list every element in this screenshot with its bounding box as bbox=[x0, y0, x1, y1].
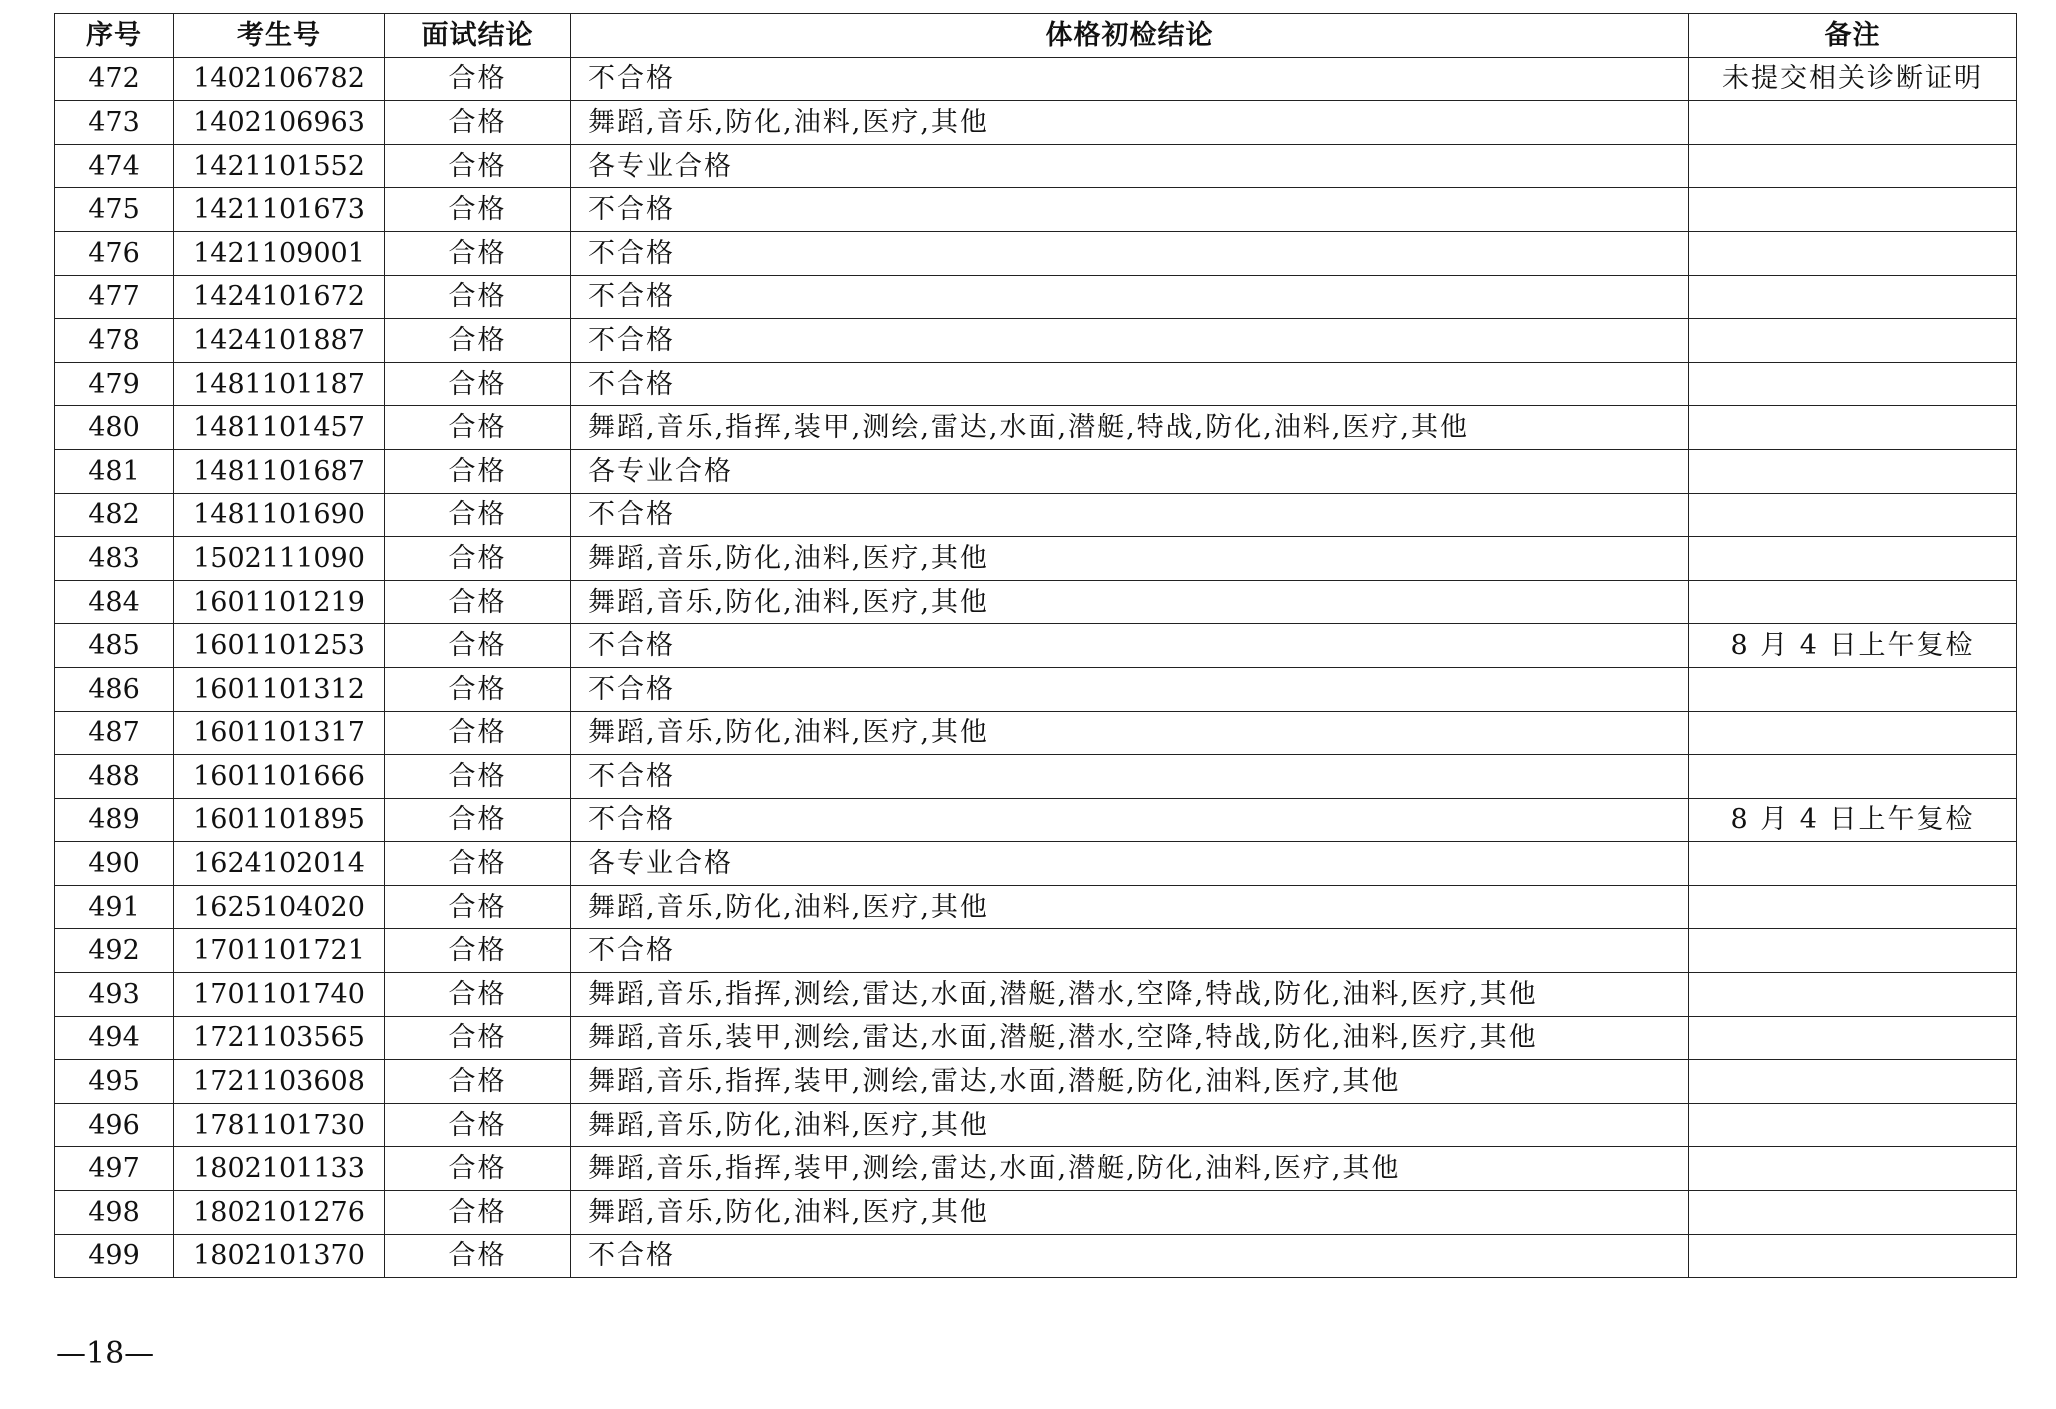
cell-candidate-id: 1424101887 bbox=[174, 319, 385, 363]
cell-num: 483 bbox=[55, 537, 174, 581]
cell-physical-exam-result: 舞蹈,音乐,防化,油料,医疗,其他 bbox=[571, 1103, 1689, 1147]
cell-num: 487 bbox=[55, 711, 174, 755]
cell-num: 475 bbox=[55, 188, 174, 232]
cell-physical-exam-result: 各专业合格 bbox=[571, 144, 1689, 188]
cell-remarks bbox=[1689, 1060, 2017, 1104]
cell-physical-exam-result: 不合格 bbox=[571, 624, 1689, 668]
cell-physical-exam-result: 不合格 bbox=[571, 798, 1689, 842]
cell-remarks: 未提交相关诊断证明 bbox=[1689, 57, 2017, 101]
cell-num: 484 bbox=[55, 580, 174, 624]
cell-interview-result: 合格 bbox=[385, 842, 571, 886]
cell-physical-exam-result: 不合格 bbox=[571, 493, 1689, 537]
cell-candidate-id: 1481101187 bbox=[174, 362, 385, 406]
cell-remarks bbox=[1689, 711, 2017, 755]
cell-num: 496 bbox=[55, 1103, 174, 1147]
cell-candidate-id: 1721103608 bbox=[174, 1060, 385, 1104]
cell-num: 482 bbox=[55, 493, 174, 537]
cell-remarks bbox=[1689, 885, 2017, 929]
cell-num: 494 bbox=[55, 1016, 174, 1060]
page-number: —18— bbox=[56, 1336, 155, 1371]
table-row bbox=[55, 885, 2017, 929]
cell-candidate-id: 1624102014 bbox=[174, 842, 385, 886]
cell-candidate-id: 1601101253 bbox=[174, 624, 385, 668]
cell-interview-result: 合格 bbox=[385, 1060, 571, 1104]
cell-physical-exam-result: 各专业合格 bbox=[571, 449, 1689, 493]
cell-candidate-id: 1421109001 bbox=[174, 231, 385, 275]
cell-remarks bbox=[1689, 319, 2017, 363]
cell-physical-exam-result: 不合格 bbox=[571, 667, 1689, 711]
cell-interview-result: 合格 bbox=[385, 1191, 571, 1235]
cell-num: 472 bbox=[55, 57, 174, 101]
cell-candidate-id: 1402106782 bbox=[174, 57, 385, 101]
table-row bbox=[55, 537, 2017, 581]
cell-physical-exam-result: 不合格 bbox=[571, 231, 1689, 275]
cell-interview-result: 合格 bbox=[385, 667, 571, 711]
cell-num: 489 bbox=[55, 798, 174, 842]
cell-remarks bbox=[1689, 1191, 2017, 1235]
cell-physical-exam-result: 不合格 bbox=[571, 319, 1689, 363]
cell-physical-exam-result: 舞蹈,音乐,防化,油料,医疗,其他 bbox=[571, 580, 1689, 624]
cell-physical-exam-result: 舞蹈,音乐,指挥,测绘,雷达,水面,潜艇,潜水,空降,特战,防化,油料,医疗,其他 bbox=[571, 973, 1689, 1017]
cell-remarks bbox=[1689, 493, 2017, 537]
header-physical-exam-result: 体格初检结论 bbox=[571, 14, 1689, 58]
cell-interview-result: 合格 bbox=[385, 798, 571, 842]
cell-interview-result: 合格 bbox=[385, 449, 571, 493]
cell-remarks bbox=[1689, 929, 2017, 973]
cell-num: 486 bbox=[55, 667, 174, 711]
table-row bbox=[55, 711, 2017, 755]
cell-num: 498 bbox=[55, 1191, 174, 1235]
cell-candidate-id: 1601101219 bbox=[174, 580, 385, 624]
table-row bbox=[55, 362, 2017, 406]
cell-interview-result: 合格 bbox=[385, 319, 571, 363]
table-row bbox=[55, 842, 2017, 886]
cell-physical-exam-result: 舞蹈,音乐,防化,油料,医疗,其他 bbox=[571, 101, 1689, 145]
cell-candidate-id: 1802101370 bbox=[174, 1234, 385, 1278]
cell-interview-result: 合格 bbox=[385, 406, 571, 450]
cell-interview-result: 合格 bbox=[385, 1147, 571, 1191]
cell-physical-exam-result: 舞蹈,音乐,指挥,装甲,测绘,雷达,水面,潜艇,防化,油料,医疗,其他 bbox=[571, 1060, 1689, 1104]
table-header bbox=[55, 14, 2017, 58]
cell-candidate-id: 1721103565 bbox=[174, 1016, 385, 1060]
cell-remarks bbox=[1689, 580, 2017, 624]
cell-physical-exam-result: 不合格 bbox=[571, 755, 1689, 799]
table-row bbox=[55, 1191, 2017, 1235]
table-row bbox=[55, 798, 2017, 842]
cell-num: 491 bbox=[55, 885, 174, 929]
cell-physical-exam-result: 不合格 bbox=[571, 188, 1689, 232]
cell-candidate-id: 1481101457 bbox=[174, 406, 385, 450]
cell-interview-result: 合格 bbox=[385, 188, 571, 232]
cell-num: 478 bbox=[55, 319, 174, 363]
cell-physical-exam-result: 舞蹈,音乐,指挥,装甲,测绘,雷达,水面,潜艇,特战,防化,油料,医疗,其他 bbox=[571, 406, 1689, 450]
cell-candidate-id: 1424101672 bbox=[174, 275, 385, 319]
cell-num: 493 bbox=[55, 973, 174, 1017]
cell-candidate-id: 1502111090 bbox=[174, 537, 385, 581]
cell-physical-exam-result: 各专业合格 bbox=[571, 842, 1689, 886]
cell-remarks bbox=[1689, 842, 2017, 886]
cell-num: 488 bbox=[55, 755, 174, 799]
cell-remarks bbox=[1689, 188, 2017, 232]
cell-num: 492 bbox=[55, 929, 174, 973]
cell-interview-result: 合格 bbox=[385, 101, 571, 145]
cell-num: 499 bbox=[55, 1234, 174, 1278]
cell-interview-result: 合格 bbox=[385, 755, 571, 799]
cell-interview-result: 合格 bbox=[385, 624, 571, 668]
cell-interview-result: 合格 bbox=[385, 275, 571, 319]
cell-interview-result: 合格 bbox=[385, 231, 571, 275]
table-row bbox=[55, 1016, 2017, 1060]
cell-num: 480 bbox=[55, 406, 174, 450]
cell-candidate-id: 1601101312 bbox=[174, 667, 385, 711]
cell-candidate-id: 1421101552 bbox=[174, 144, 385, 188]
cell-remarks bbox=[1689, 231, 2017, 275]
cell-remarks bbox=[1689, 362, 2017, 406]
cell-candidate-id: 1802101133 bbox=[174, 1147, 385, 1191]
cell-physical-exam-result: 不合格 bbox=[571, 362, 1689, 406]
table-row bbox=[55, 1060, 2017, 1104]
cell-interview-result: 合格 bbox=[385, 929, 571, 973]
header-interview-result: 面试结论 bbox=[385, 14, 571, 58]
cell-physical-exam-result: 不合格 bbox=[571, 1234, 1689, 1278]
table-row bbox=[55, 929, 2017, 973]
cell-physical-exam-result: 不合格 bbox=[571, 929, 1689, 973]
cell-interview-result: 合格 bbox=[385, 144, 571, 188]
table-row bbox=[55, 101, 2017, 145]
cell-remarks bbox=[1689, 667, 2017, 711]
header-remarks: 备注 bbox=[1689, 14, 2017, 58]
cell-num: 477 bbox=[55, 275, 174, 319]
header-row bbox=[55, 14, 2017, 58]
table-row bbox=[55, 624, 2017, 668]
table-row bbox=[55, 1234, 2017, 1278]
cell-interview-result: 合格 bbox=[385, 493, 571, 537]
cell-remarks bbox=[1689, 101, 2017, 145]
header-candidate-id: 考生号 bbox=[174, 14, 385, 58]
cell-physical-exam-result: 舞蹈,音乐,指挥,装甲,测绘,雷达,水面,潜艇,防化,油料,医疗,其他 bbox=[571, 1147, 1689, 1191]
cell-candidate-id: 1421101673 bbox=[174, 188, 385, 232]
cell-physical-exam-result: 不合格 bbox=[571, 57, 1689, 101]
cell-candidate-id: 1802101276 bbox=[174, 1191, 385, 1235]
cell-num: 490 bbox=[55, 842, 174, 886]
cell-physical-exam-result: 舞蹈,音乐,防化,油料,医疗,其他 bbox=[571, 537, 1689, 581]
table-row bbox=[55, 755, 2017, 799]
cell-remarks bbox=[1689, 1103, 2017, 1147]
cell-candidate-id: 1481101690 bbox=[174, 493, 385, 537]
cell-interview-result: 合格 bbox=[385, 1016, 571, 1060]
table-row bbox=[55, 144, 2017, 188]
table-row bbox=[55, 319, 2017, 363]
table-row bbox=[55, 667, 2017, 711]
cell-candidate-id: 1601101895 bbox=[174, 798, 385, 842]
cell-remarks bbox=[1689, 537, 2017, 581]
cell-candidate-id: 1701101721 bbox=[174, 929, 385, 973]
table-row bbox=[55, 1103, 2017, 1147]
cell-remarks: 8 月 4 日上午复检 bbox=[1689, 798, 2017, 842]
cell-remarks bbox=[1689, 1234, 2017, 1278]
table-row bbox=[55, 275, 2017, 319]
table-row bbox=[55, 580, 2017, 624]
cell-candidate-id: 1402106963 bbox=[174, 101, 385, 145]
cell-interview-result: 合格 bbox=[385, 1103, 571, 1147]
table-row bbox=[55, 493, 2017, 537]
table-row bbox=[55, 973, 2017, 1017]
table-row bbox=[55, 57, 2017, 101]
cell-num: 485 bbox=[55, 624, 174, 668]
cell-interview-result: 合格 bbox=[385, 711, 571, 755]
cell-num: 476 bbox=[55, 231, 174, 275]
cell-physical-exam-result: 舞蹈,音乐,装甲,测绘,雷达,水面,潜艇,潜水,空降,特战,防化,油料,医疗,其他 bbox=[571, 1016, 1689, 1060]
cell-interview-result: 合格 bbox=[385, 1234, 571, 1278]
cell-remarks bbox=[1689, 1147, 2017, 1191]
cell-num: 481 bbox=[55, 449, 174, 493]
cell-physical-exam-result: 舞蹈,音乐,防化,油料,医疗,其他 bbox=[571, 711, 1689, 755]
cell-interview-result: 合格 bbox=[385, 580, 571, 624]
table-row bbox=[55, 449, 2017, 493]
cell-candidate-id: 1481101687 bbox=[174, 449, 385, 493]
cell-num: 497 bbox=[55, 1147, 174, 1191]
header-num: 序号 bbox=[55, 14, 174, 58]
cell-interview-result: 合格 bbox=[385, 885, 571, 929]
table-body bbox=[55, 57, 2017, 1278]
cell-interview-result: 合格 bbox=[385, 362, 571, 406]
cell-physical-exam-result: 舞蹈,音乐,防化,油料,医疗,其他 bbox=[571, 885, 1689, 929]
cell-num: 495 bbox=[55, 1060, 174, 1104]
cell-physical-exam-result: 不合格 bbox=[571, 275, 1689, 319]
table-row bbox=[55, 1147, 2017, 1191]
cell-interview-result: 合格 bbox=[385, 57, 571, 101]
cell-remarks bbox=[1689, 755, 2017, 799]
cell-candidate-id: 1781101730 bbox=[174, 1103, 385, 1147]
cell-num: 473 bbox=[55, 101, 174, 145]
cell-interview-result: 合格 bbox=[385, 537, 571, 581]
cell-physical-exam-result: 舞蹈,音乐,防化,油料,医疗,其他 bbox=[571, 1191, 1689, 1235]
cell-candidate-id: 1625104020 bbox=[174, 885, 385, 929]
cell-remarks bbox=[1689, 1016, 2017, 1060]
table-row bbox=[55, 231, 2017, 275]
cell-remarks bbox=[1689, 406, 2017, 450]
results-table bbox=[54, 13, 2017, 1278]
cell-interview-result: 合格 bbox=[385, 973, 571, 1017]
cell-remarks bbox=[1689, 144, 2017, 188]
cell-remarks bbox=[1689, 973, 2017, 1017]
cell-candidate-id: 1701101740 bbox=[174, 973, 385, 1017]
cell-candidate-id: 1601101317 bbox=[174, 711, 385, 755]
cell-remarks: 8 月 4 日上午复检 bbox=[1689, 624, 2017, 668]
cell-remarks bbox=[1689, 449, 2017, 493]
table-row bbox=[55, 406, 2017, 450]
cell-candidate-id: 1601101666 bbox=[174, 755, 385, 799]
cell-num: 474 bbox=[55, 144, 174, 188]
cell-remarks bbox=[1689, 275, 2017, 319]
table-row bbox=[55, 188, 2017, 232]
cell-num: 479 bbox=[55, 362, 174, 406]
